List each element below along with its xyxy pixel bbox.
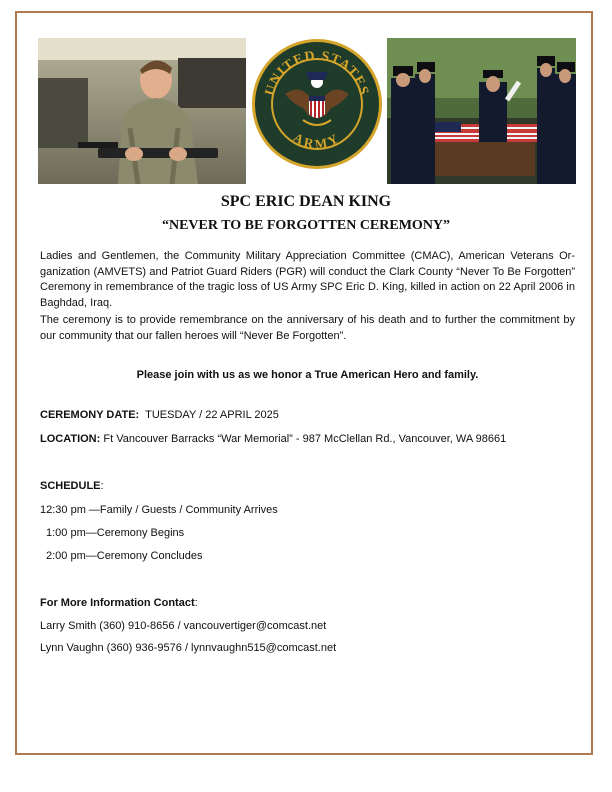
schedule-item: 2:00 pm—Ceremony Concludes [46,550,203,562]
ceremony-date-line: CEREMONY DATE: TUESDAY / 22 APRIL 2025 [40,409,279,421]
intro-paragraph: Ladies and Gentlemen, the Community Military Appreciation Committee (CMAC), American Veterans Or-ganization (AMVETS) and Patriot Guard Riders (PGR) will conduct the Clark County “Never To Be Forgotten” Ceremony in remembrance of the tragic loss of US Army SPC Eric D. King, killed in action on 22 April 2006 in Baghdad, Iraq. [40,250,575,309]
seal-top-text: UNITED STATES [262,48,372,98]
seal-bottom-text: ARMY [290,129,344,152]
location-line [40,433,506,445]
page-title: SPC ERIC DEAN KING [220,193,392,210]
schedule-heading-line: SCHEDULE: [40,480,104,492]
schedule-heading: SCHEDULE [40,480,101,492]
schedule-item: 1:00 pm—Ceremony Begins [46,527,185,539]
invitation-text: Please join with us as we honor a True American Hero and family. [136,369,479,381]
honor-guard-casket-photo [387,38,576,184]
contact-line: Larry Smith (360) 910-8656 / vancouvertiger@comcast.net [40,620,327,632]
contact-line: Lynn Vaughn (360) 936-9576 / lynnvaughn515@comcast.net [40,642,337,654]
contact-heading: For More Information Contact [40,597,195,609]
location-label: LOCATION: [40,433,101,445]
soldier-portrait-photo [38,38,246,184]
us-army-seal [251,38,383,170]
contact-heading-line: For More Information Contact: [40,597,198,609]
ceremony-subtitle: “NEVER TO BE FORGOTTEN CEREMONY” [161,218,451,233]
ceremony-date-value: TUESDAY / 22 APRIL 2025 [145,409,279,421]
location-value: Ft Vancouver Barracks “War Memorial” - 987 McClellan Rd., Vancouver, WA 98661 [103,433,507,445]
schedule-item: 12:30 pm —Family / Guests / Community Arrives [40,504,278,516]
purpose-paragraph: The ceremony is to provide remembrance on the anniversary of his death and to further the commitment by our community that our fallen heroes will “Never Be Forgotten”. [40,314,575,342]
ceremony-date-label: CEREMONY DATE [40,409,136,421]
